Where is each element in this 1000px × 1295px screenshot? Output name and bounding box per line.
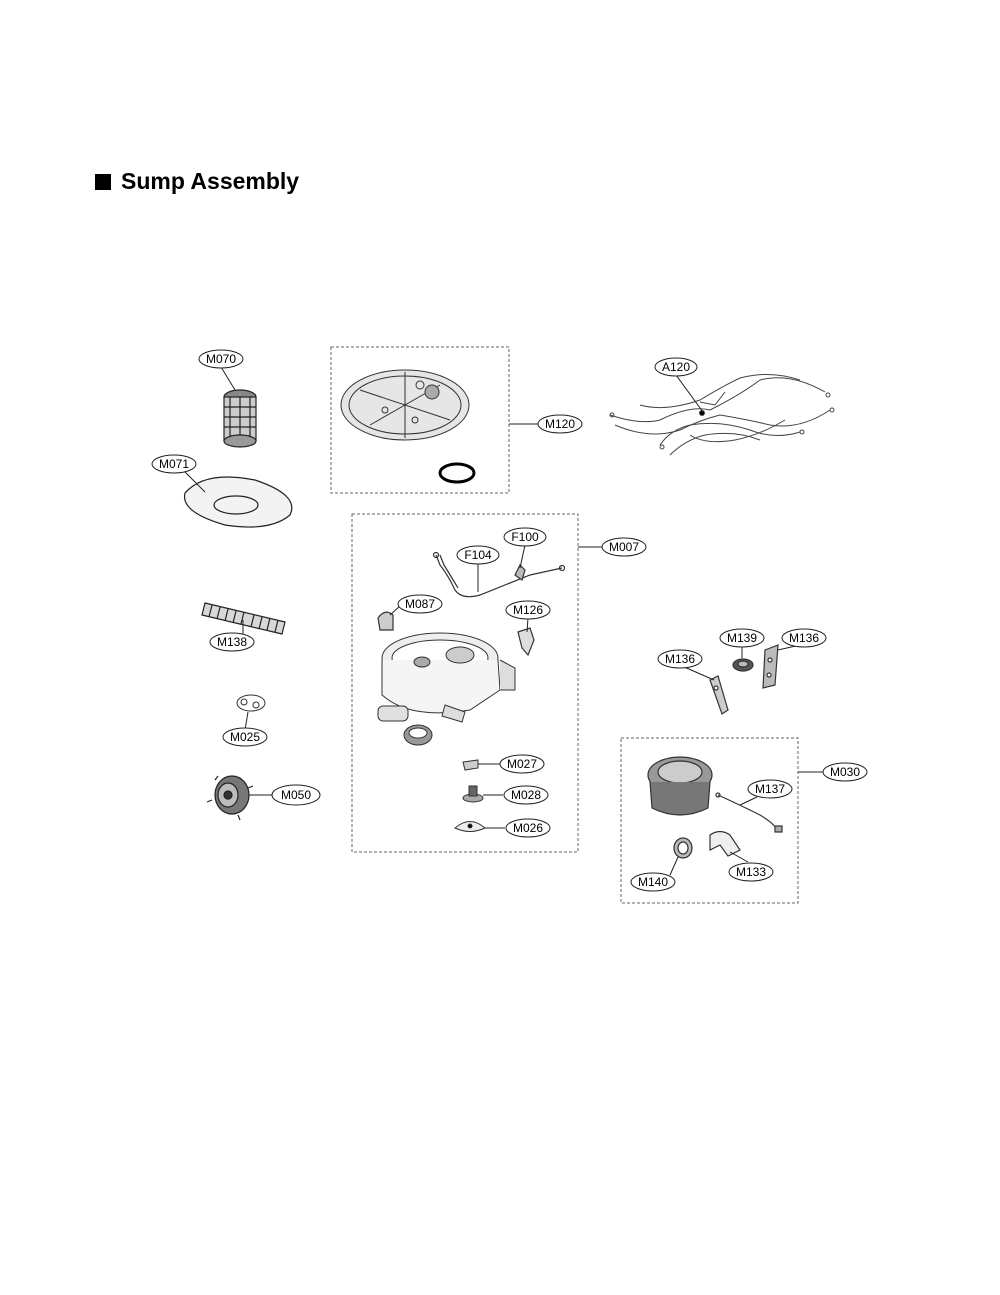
label-m139 [720,629,764,647]
label-m136-left-text: M136 [664,652,696,666]
label-m133-text: M133 [735,865,767,879]
m126-bracket-part [518,628,534,655]
label-m120 [538,415,582,433]
label-m028 [504,786,548,804]
label-m027-text: M027 [506,757,538,771]
label-m120-text: M120 [544,417,576,431]
label-a120-text: A120 [661,360,691,374]
label-m136-left [658,650,702,668]
a120-wire-harness-part [610,374,834,455]
label-f104 [457,546,499,564]
label-m025 [223,728,267,746]
label-m071-text: M071 [158,457,190,471]
m071-gasket-part [185,477,292,527]
label-m007-text: M007 [608,540,640,554]
m136-right-bracket-part [763,645,778,688]
label-m050-text: M050 [280,788,312,802]
label-m026 [506,819,550,837]
m137-wire-part [716,793,782,832]
m007-sump-body-part [378,633,515,745]
m026-part [455,822,485,832]
label-m030 [823,763,867,781]
label-m027 [500,755,544,773]
label-m133 [729,863,773,881]
m120-disc-filter-part [341,370,474,482]
label-m087-text: M087 [404,597,436,611]
label-m050 [272,785,320,805]
label-m140-text: M140 [637,875,669,889]
label-m137 [748,780,792,798]
label-f100-text: F100 [511,530,539,544]
label-m136-right-text: M136 [788,631,820,645]
label-m007 [602,538,646,556]
m140-part [674,838,692,858]
label-m140 [631,873,675,891]
m070-filter-part [224,390,256,447]
m027-part [463,760,478,770]
label-m126-text: M126 [512,603,544,617]
label-m071 [152,455,196,473]
label-f100 [504,528,546,546]
label-m138 [210,633,254,651]
label-m126 [506,601,550,619]
label-m025-text: M025 [229,730,261,744]
label-m070 [199,350,243,368]
m139-grommet-part [733,659,753,671]
m030-drain-pump-part [648,757,712,815]
label-m136-right [782,629,826,647]
label-m070-text: M070 [205,352,237,366]
label-a120 [655,358,697,376]
label-m087 [398,595,442,613]
label-f104-text: F104 [464,548,492,562]
m050-pump-motor-part [207,776,253,820]
f104-pipe-part [434,553,565,597]
label-m138-text: M138 [216,635,248,649]
label-m030-text: M030 [829,765,861,779]
m028-part [463,786,483,802]
page-title-text: Sump Assembly [121,168,300,194]
label-m028-text: M028 [510,788,542,802]
m133-elbow-part [710,832,740,857]
label-m139-text: M139 [726,631,758,645]
m025-ring-part [237,695,265,711]
label-m026-text: M026 [512,821,544,835]
label-m137-text: M137 [754,782,786,796]
m136-left-bracket-part [710,676,728,714]
